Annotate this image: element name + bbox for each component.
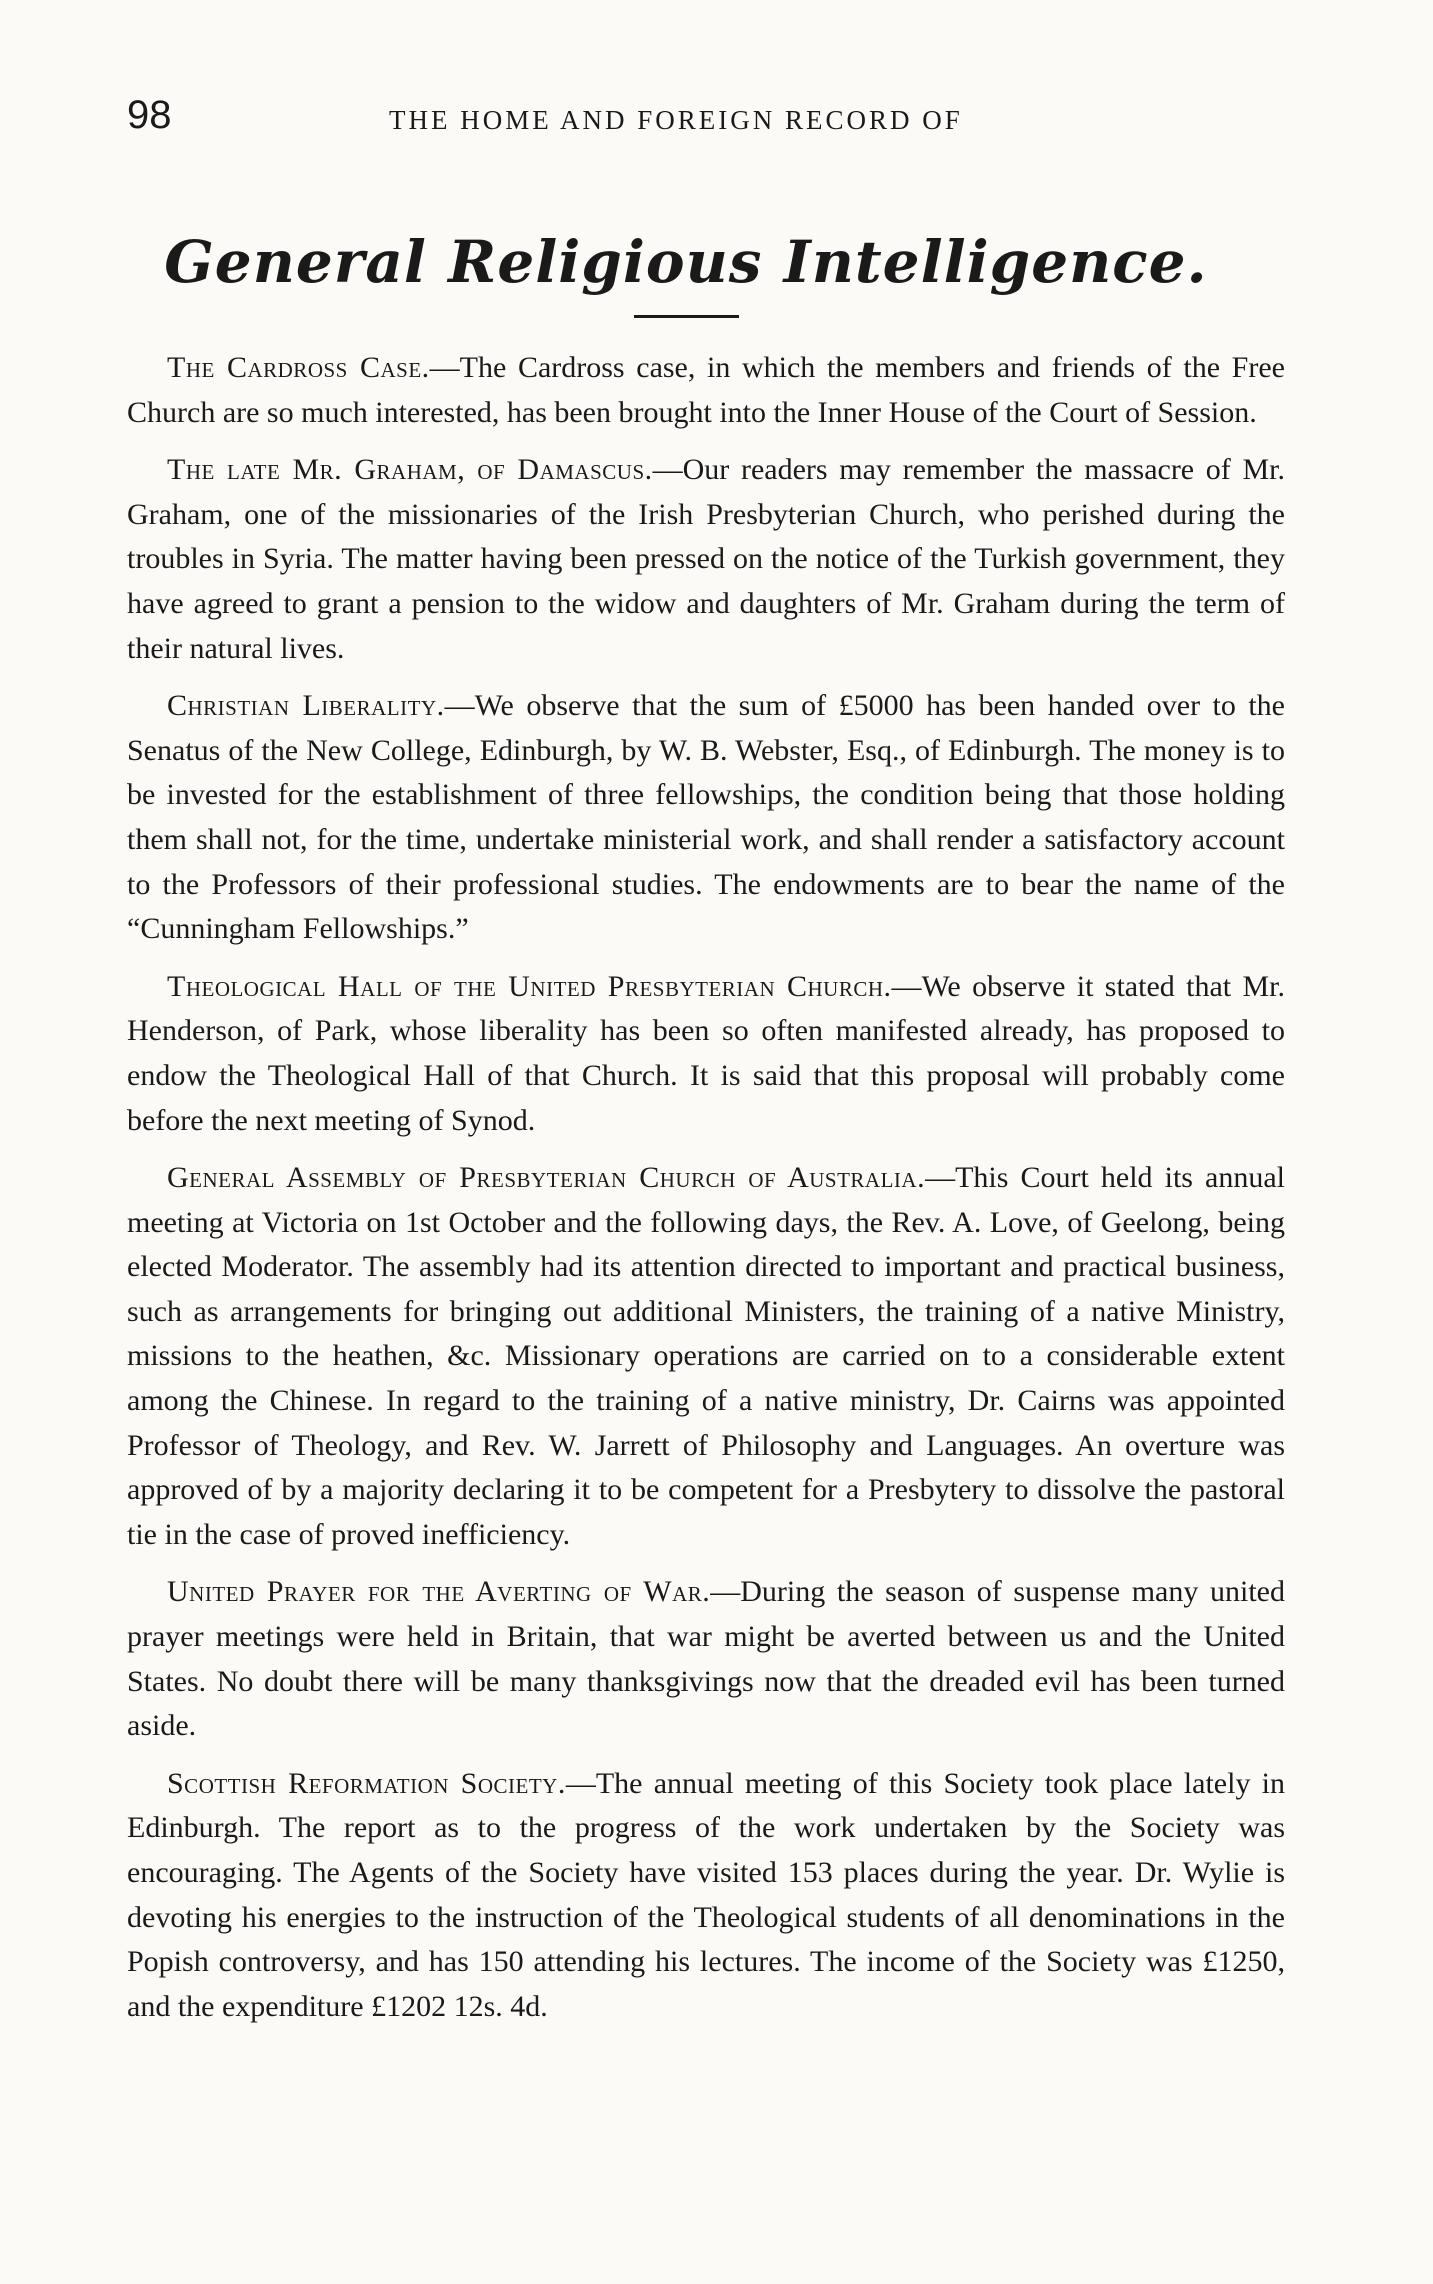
title-rule <box>634 315 739 318</box>
news-item-body: —During the season of suspense many united prayer meetings were held in Britain, that war might be averted between us and the United States. No doubt there will be many thanksgivings now that the dreaded evil has been turned aside. <box>127 1575 1285 1743</box>
article-list <box>127 346 1285 2029</box>
news-item-scottish-reformation-society <box>127 1762 1285 2030</box>
news-item-heading: Scottish Reformation Society. <box>167 1766 566 1800</box>
news-item-heading: The late Mr. Graham, of Damascus. <box>167 453 653 487</box>
news-item-body: —We observe it stated that Mr. Henderson, of Park, whose liberality has been so often manifested already, has proposed to endow the Theological Hall of that Church. It is said that this proposal will probably come before the next meeting of Synod. <box>127 969 1285 1137</box>
section-title: General Religious Intelligence. <box>164 228 1208 296</box>
news-item-heading: United Prayer for the Averting of War. <box>167 1575 711 1609</box>
news-item-general-assembly-australia <box>127 1156 1285 1557</box>
news-item-body: —The Cardross case, in which the members and friends of the Free Church are so much interested, has been brought into the Inner House of the Court of Session. <box>127 351 1285 429</box>
news-item-heading: Theological Hall of the United Presbyterian Church. <box>167 969 892 1003</box>
news-item-cardross-case <box>127 346 1285 435</box>
news-item-body: —We observe that the sum of £5000 has been handed over to the Senatus of the New College, Edinburgh, by W. B. Webster, Esq., of Edinburgh. The money is to be invested for the establishment of three fellowships, the condition being that those holding them shall not, for the time, undertake ministerial work, and shall render a satisfactory account to the Professors of their professional studies. The endowments are to bear the name of the “Cunningham Fellowships.” <box>127 689 1285 946</box>
news-item-united-prayer <box>127 1570 1285 1748</box>
news-item-heading: Christian Liberality. <box>167 689 445 723</box>
news-item-heading: The Cardross Case. <box>167 351 430 384</box>
news-item-theological-hall <box>127 965 1285 1143</box>
journal-title: THE HOME AND FOREIGN RECORD OF <box>389 105 963 135</box>
news-item-body: —Our readers may remember the massacre of Mr. Graham, one of the missionaries of the Irish Presbyterian Church, who perished during the troubles in Syria. The matter having been pressed on the notice of the Turkish government, they have agreed to grant a pension to the widow and daughters of Mr. Graham during the term of their natural lives. <box>127 453 1285 665</box>
running-head <box>127 95 1285 155</box>
news-item-christian-liberality <box>127 684 1285 952</box>
news-item-body: —This Court held its annual meeting at Victoria on 1st October and the following days, the Rev. A. Love, of Geelong, being elected Moderator. The assembly had its attention directed to important and practical business, such as arrangements for bringing out additional Ministers, the training of a native Ministry, missions to the heathen, &c. Missionary operations are carried on to a considerable extent among the Chinese. In regard to the training of a native ministry, Dr. Cairns was appointed Professor of Theology, and Rev. W. Jarrett of Philosophy and Languages. An overture was approved of by a majority declaring it to be competent for a Presbytery to dissolve the pastoral tie in the case of proved inefficiency. <box>127 1161 1285 1551</box>
news-item-graham-damascus <box>127 448 1285 671</box>
news-item-heading: General Assembly of Presbyterian Church of Australia. <box>167 1161 926 1195</box>
page-number: 98 <box>127 93 172 137</box>
news-item-body: —The annual meeting of this Society took place lately in Edinburgh. The report as to the progress of the work undertaken by the Society was encouraging. The Agents of the Society have visited 153 places during the year. Dr. Wylie is devoting his energies to the instruction of the Theological students of all denominations in the Popish controversy, and has 150 attending his lectures. The income of the Society was £1250, and the expenditure £1202 12s. 4d. <box>127 1766 1285 2023</box>
